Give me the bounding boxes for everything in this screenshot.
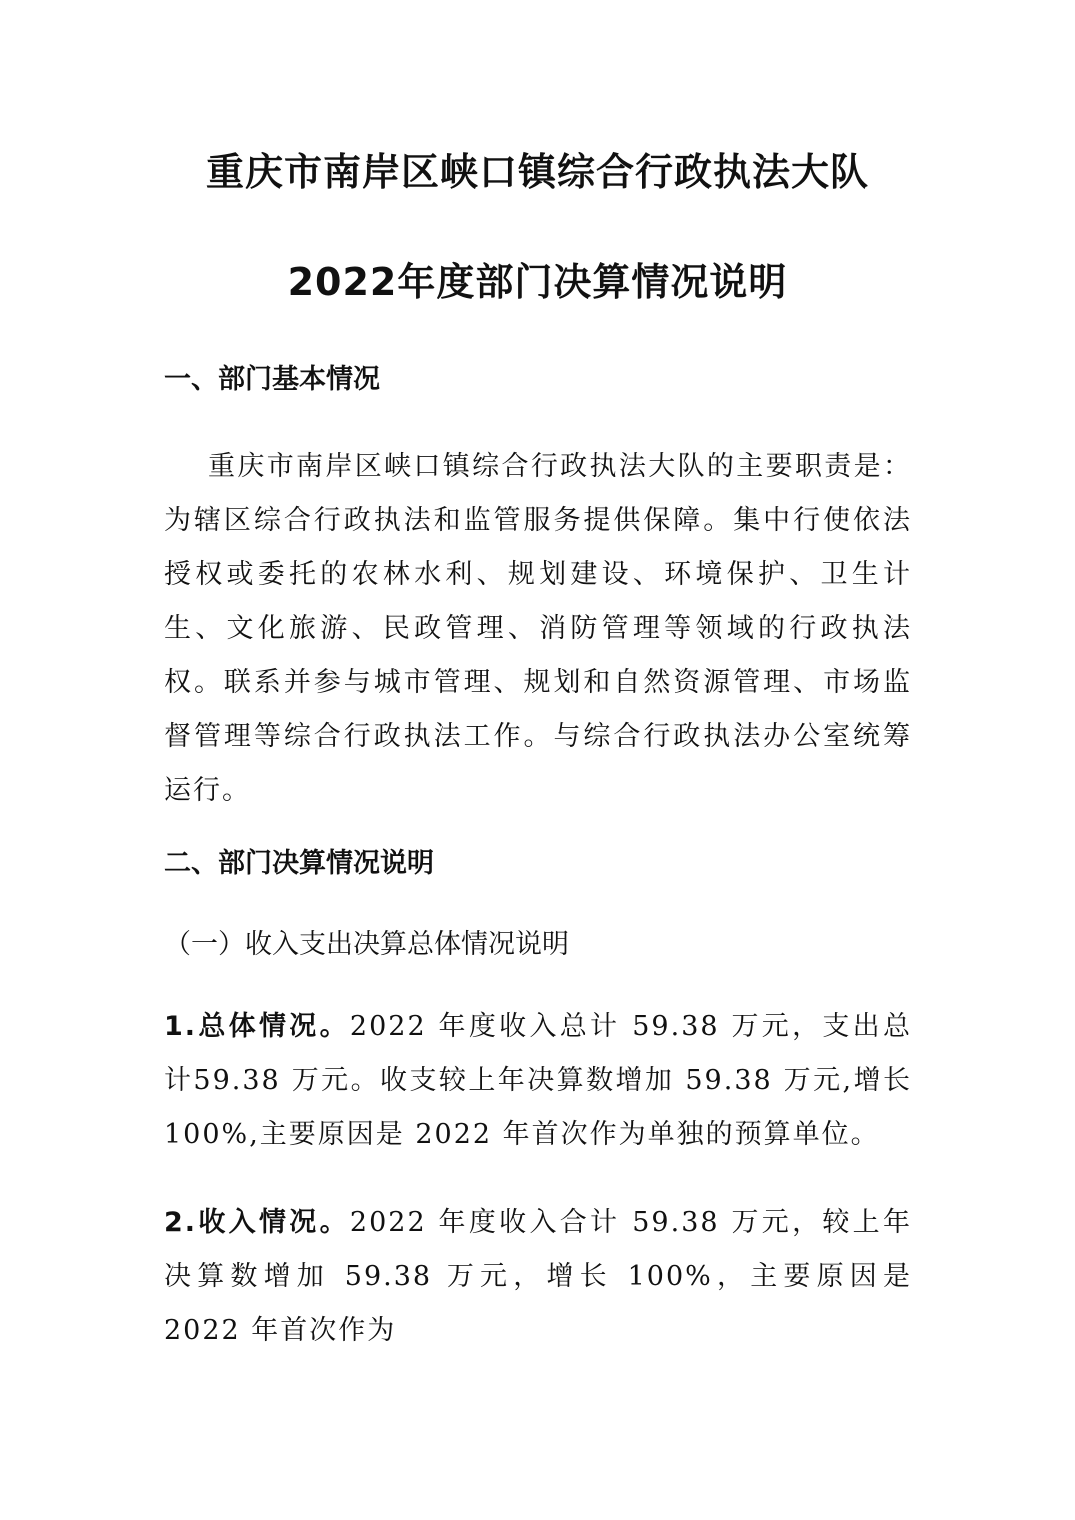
document-title-line2: 2022年度部门决算情况说明: [287, 260, 788, 304]
document-title-line1: 重庆市南岸区峡口镇综合行政执法大队: [205, 150, 869, 194]
overall-situation-text: 2022 年度收入总计 59.38 万元，支出总计59.38 万元。收支较上年决算数增加 59.38 万元,增长 100%,主要原因是 2022 年首次作为单独的预算单位。: [164, 1011, 912, 1150]
income-situation-paragraph: [164, 1196, 912, 1358]
income-situation-text: 2022 年度收入合计 59.38 万元，较上年决算数增加 59.38 万元，增长 100%，主要原因是 2022 年首次作为: [164, 1207, 912, 1346]
income-situation-lead: 2.收入情况。: [164, 1207, 350, 1238]
overall-situation-paragraph: [164, 1000, 912, 1162]
section2-subheading: （一）收入支出决算总体情况说明: [164, 929, 569, 960]
section1-heading: 一、部门基本情况: [164, 364, 380, 395]
section1-body: 重庆市南岸区峡口镇综合行政执法大队的主要职责是：为辖区综合行政执法和监管服务提供保障。集中行使依法授权或委托的农林水利、规划建设、环境保护、卫生计生、文化旅游、民政管理、消防管理等领域的行政执法权。联系并参与城市管理、规划和自然资源管理、市场监督管理等综合行政执法工作。与综合行政执法办公室统筹运行。: [164, 451, 912, 806]
section2-heading: 二、部门决算情况说明: [164, 848, 434, 879]
overall-situation-lead: 1.总体情况。: [164, 1011, 350, 1042]
